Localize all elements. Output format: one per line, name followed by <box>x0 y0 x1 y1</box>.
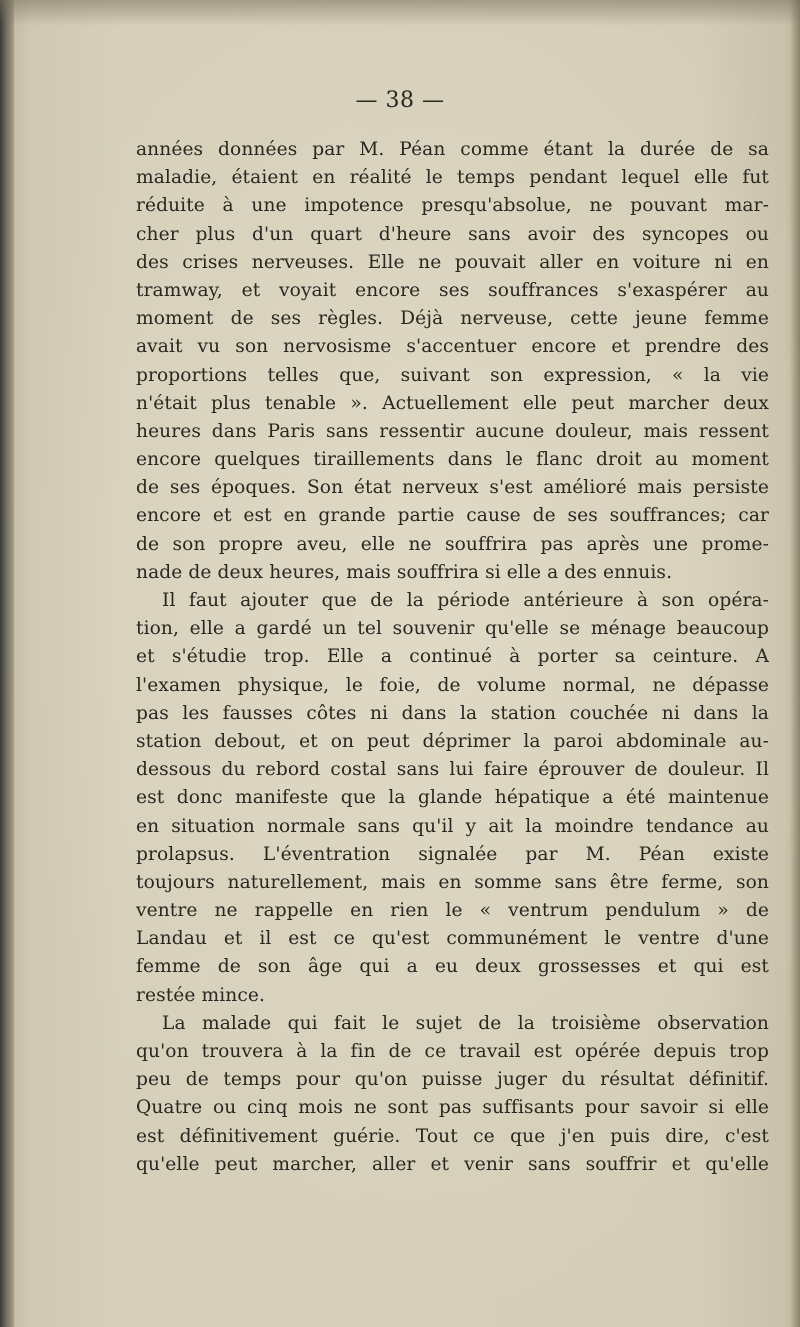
text-line: encore quelques tiraillements dans le flanc droit au moment <box>136 449 769 471</box>
text-line: réduite à une impotence presqu'absolue, ne pouvant mar- <box>136 195 769 217</box>
text-line: station debout, et on peut déprimer la paroi abdominale au- <box>136 730 769 752</box>
text-line: proportions telles que, suivant son expression, « la vie <box>136 364 769 386</box>
text-line: est définitivement guérie. Tout ce que j'en puis dire, c'est <box>136 1125 769 1147</box>
text-line: ventre ne rappelle en rien le « ventrum pendulum » de <box>136 900 769 922</box>
text-line: moment de ses règles. Déjà nerveuse, cette jeune femme <box>136 308 769 330</box>
text-line: l'examen physique, le foie, de volume normal, ne dépasse <box>136 674 769 696</box>
text-line: toujours naturellement, mais en somme sans être ferme, son <box>136 871 769 893</box>
text-line: encore et est en grande partie cause de ses souffrances; car <box>136 505 769 527</box>
text-line: tion, elle a gardé un tel souvenir qu'elle se ménage beaucoup <box>136 618 769 640</box>
text-line: de son propre aveu, elle ne souffrira pas après une prome- <box>136 533 769 555</box>
text-line: restée mince. <box>136 984 266 1006</box>
text-line: cher plus d'un quart d'heure sans avoir des syncopes ou <box>136 223 769 245</box>
text-line: peu de temps pour qu'on puisse juger du résultat définitif. <box>136 1069 769 1091</box>
text-line: et s'étudie trop. Elle a continué à porter sa ceinture. A <box>136 646 769 668</box>
top-shadow <box>0 0 800 26</box>
text-line: dessous du rebord costal sans lui faire éprouver de douleur. Il <box>136 759 769 781</box>
text-line: n'était plus tenable ». Actuellement elle peut marcher deux <box>136 392 769 414</box>
page-number: — 38 — <box>355 88 445 113</box>
body-text <box>136 136 769 1179</box>
text-line: tramway, et voyait encore ses souffrances s'exaspérer au <box>136 279 769 301</box>
text-line: années données par M. Péan comme étant la durée de sa <box>136 139 769 160</box>
text-line: nade de deux heures, mais souffrira si elle a des ennuis. <box>136 561 673 583</box>
text-line: qu'on trouvera à la fin de ce travail est opérée depuis trop <box>136 1041 769 1062</box>
text-line: pas les fausses côtes ni dans la station couchée ni dans la <box>136 702 769 724</box>
text-line: maladie, étaient en réalité le temps pendant lequel elle fut <box>136 167 769 189</box>
text-line: Quatre ou cinq mois ne sont pas suffisants pour savoir si elle <box>136 1097 769 1119</box>
text-line: Il faut ajouter que de la période antérieure à son opéra- <box>162 590 769 611</box>
text-line: La malade qui fait le sujet de la troisième observation <box>162 1012 769 1034</box>
text-line: de ses époques. Son état nerveux s'est amélioré mais persiste <box>136 477 769 499</box>
text-line: en situation normale sans qu'il y ait la moindre tendance au <box>136 815 769 837</box>
text-line: femme de son âge qui a eu deux grossesses et qui est <box>136 956 769 978</box>
right-page-edge <box>790 0 800 1327</box>
text-line: prolapsus. L'éventration signalée par M. Péan existe <box>136 843 769 865</box>
text-line: heures dans Paris sans ressentir aucune douleur, mais ressent <box>136 420 769 442</box>
text-line: des crises nerveuses. Elle ne pouvait aller en voiture ni en <box>136 251 769 273</box>
text-line: qu'elle peut marcher, aller et venir sans souffrir et qu'elle <box>136 1153 769 1175</box>
text-line: Landau et il est ce qu'est communément le ventre d'une <box>136 928 769 950</box>
text-line: avait vu son nervosisme s'accentuer encore et prendre des <box>136 336 769 358</box>
text-line: est donc manifeste que la glande hépatique a été maintenue <box>136 787 769 809</box>
book-binding-edge <box>0 0 14 1327</box>
